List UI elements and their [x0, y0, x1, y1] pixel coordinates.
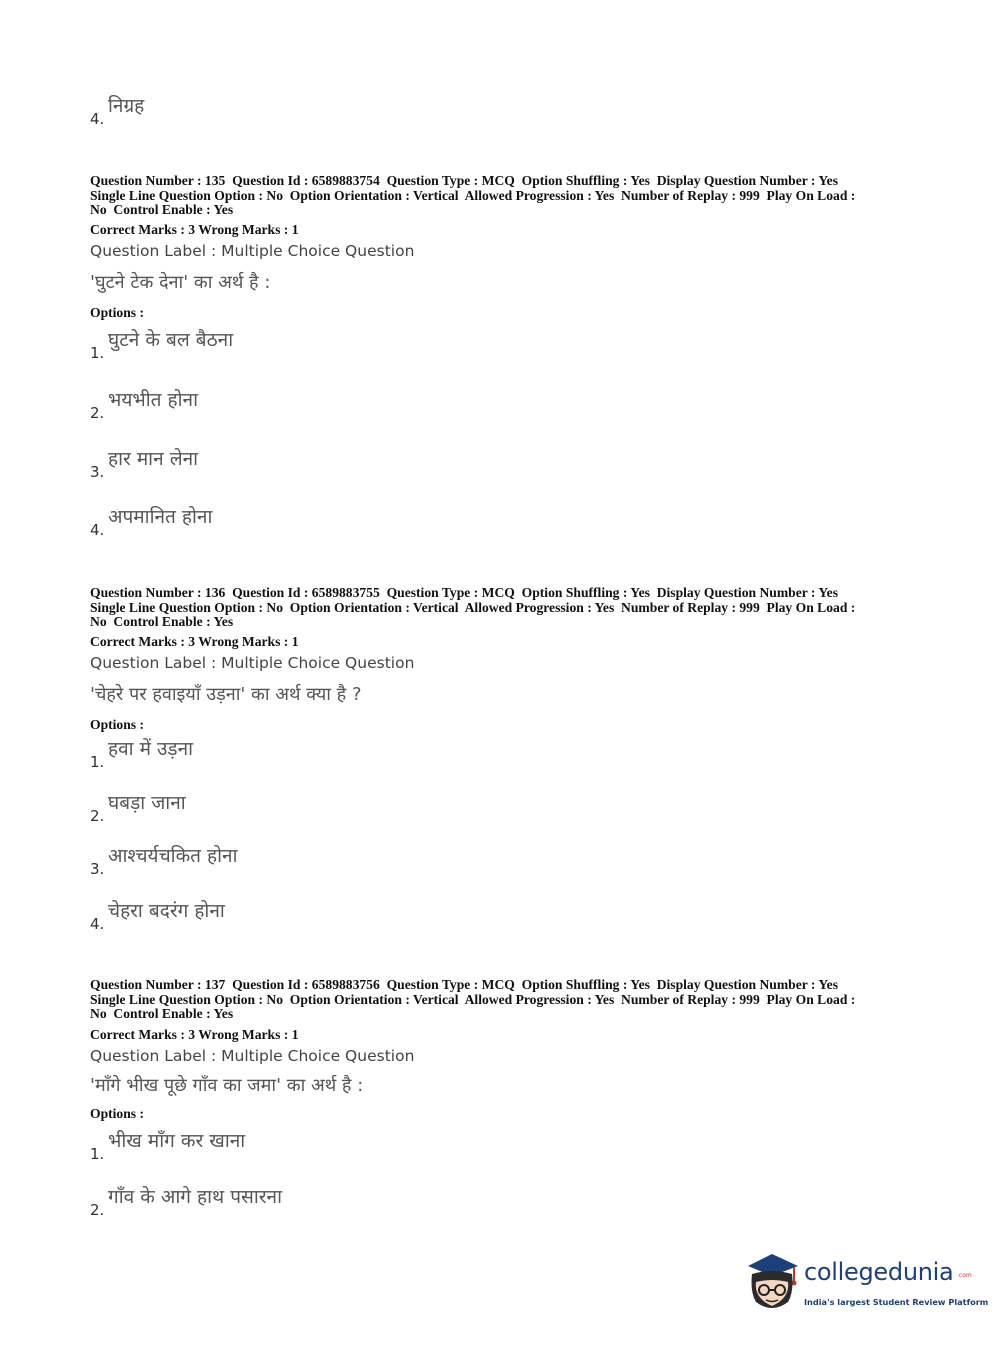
meta-line: Question Number : 137 Question Id : 6589883756 Question Type : MCQ Option Shuffling : Yes Display Question Number : Yes [90, 977, 838, 992]
option-text: हवा में उड़ना [108, 738, 194, 760]
meta-line: No Control Enable : Yes [90, 1006, 234, 1021]
meta-line: Single Line Question Option : No Option Orientation : Vertical Allowed Progression : Yes Number of Replay : 999 Play On Load : [90, 991, 856, 1007]
meta-line: Single Line Question Option : No Option Orientation : Vertical Allowed Progression : Yes Number of Replay : 999 Play On Load : [90, 187, 856, 203]
option-text: चेहरा बदरंग होना [108, 900, 225, 922]
question-text: 'चेहरे पर हवाइयाँ उड़ना' का अर्थ क्या है ? [90, 684, 362, 705]
options-heading: Options : [90, 305, 145, 320]
question-label: Question Label : Multiple Choice Question [90, 1047, 415, 1065]
collegedunia-logo[interactable] [742, 1250, 989, 1320]
meta-line: No Control Enable : Yes [90, 614, 234, 629]
question-text: 'घुटने टेक देना' का अर्थ है : [90, 272, 271, 293]
option-number: 4. [90, 521, 105, 539]
question-label: Question Label : Multiple Choice Question [90, 654, 415, 672]
marks-line: Correct Marks : 3 Wrong Marks : 1 [90, 634, 299, 649]
option-text: भीख माँग कर खाना [108, 1130, 246, 1152]
logo-domain-suffix: .com [957, 1272, 972, 1279]
question-text: 'माँगे भीख पूछे गाँव का जमा' का अर्थ है : [90, 1075, 364, 1096]
option-number: 1. [90, 1145, 105, 1163]
meta-line: Question Number : 135 Question Id : 6589883754 Question Type : MCQ Option Shuffling : Yes Display Question Number : Yes [90, 173, 838, 188]
meta-line: No Control Enable : Yes [90, 202, 234, 217]
option-1 [90, 326, 233, 362]
option-number: 4. [90, 110, 105, 128]
option-1 [90, 1127, 245, 1163]
option-number: 3. [90, 860, 105, 878]
meta-line: Single Line Question Option : No Option Orientation : Vertical Allowed Progression : Yes Number of Replay : 999 Play On Load : [90, 599, 856, 615]
option-number: 1. [90, 344, 105, 362]
previous-question-option-4 [90, 92, 144, 128]
logo-wordmark: collegedunia [804, 1258, 954, 1286]
option-text: भयभीत होना [108, 389, 199, 411]
question-label: Question Label : Multiple Choice Question [90, 242, 415, 260]
option-number: 2. [90, 807, 105, 825]
option-number: 2. [90, 404, 105, 422]
option-text: गाँव के आगे हाथ पसारना [108, 1186, 282, 1208]
option-2 [90, 789, 186, 825]
option-text: निग्रह [108, 95, 145, 117]
option-4 [90, 897, 225, 933]
option-4 [90, 503, 212, 539]
option-2 [90, 386, 198, 422]
option-text: हार मान लेना [108, 448, 199, 470]
option-text: आश्चर्यचकित होना [108, 845, 238, 867]
question-meta [90, 586, 855, 630]
option-text: घुटने के बल बैठना [108, 329, 234, 351]
option-text: अपमानित होना [108, 506, 213, 528]
option-number: 1. [90, 753, 105, 771]
option-number: 3. [90, 463, 105, 481]
meta-line: Question Number : 136 Question Id : 6589883755 Question Type : MCQ Option Shuffling : Yes Display Question Number : Yes [90, 585, 838, 600]
option-2 [90, 1183, 282, 1219]
question-meta [90, 978, 855, 1022]
option-text: घबड़ा जाना [108, 792, 186, 814]
options-heading: Options : [90, 717, 145, 732]
logo-tagline: India's largest Student Review Platform [804, 1297, 989, 1307]
options-heading: Options : [90, 1106, 145, 1121]
option-3 [90, 445, 198, 481]
marks-line: Correct Marks : 3 Wrong Marks : 1 [90, 1027, 299, 1042]
option-number: 2. [90, 1201, 105, 1219]
option-3 [90, 842, 238, 878]
marks-line: Correct Marks : 3 Wrong Marks : 1 [90, 222, 299, 237]
option-number: 4. [90, 915, 105, 933]
question-meta [90, 174, 855, 218]
student-mascot-icon [742, 1252, 804, 1314]
option-1 [90, 735, 193, 771]
